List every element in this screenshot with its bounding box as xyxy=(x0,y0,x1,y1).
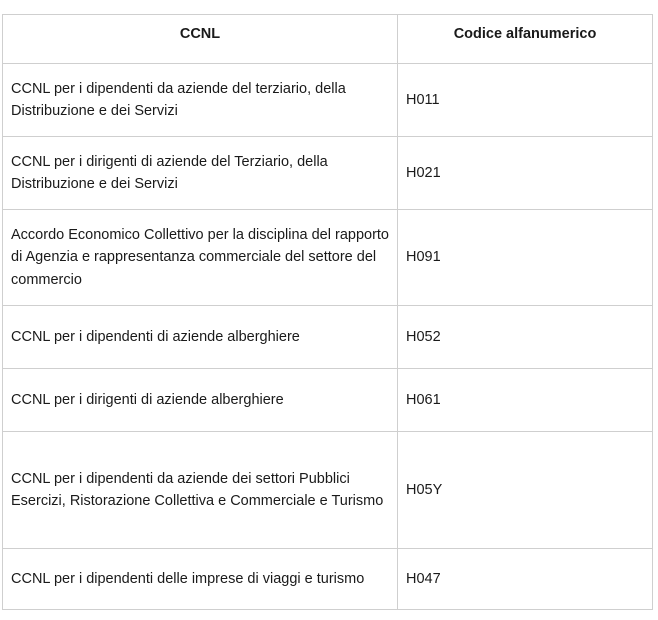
ccnl-cell: CCNL per i dipendenti da aziende del terziario, della Distribuzione e dei Servizi xyxy=(3,64,398,137)
code-cell: H047 xyxy=(398,549,653,610)
ccnl-cell: CCNL per i dipendenti da aziende dei settori Pubblici Esercizi, Ristorazione Collettiva e Commerciale e Turismo xyxy=(3,432,398,549)
column-header-code: Codice alfanumerico xyxy=(398,15,653,64)
table-row xyxy=(3,432,653,549)
code-cell: H05Y xyxy=(398,432,653,549)
column-header-ccnl: CCNL xyxy=(3,15,398,64)
table-row xyxy=(3,64,653,137)
code-cell: H011 xyxy=(398,64,653,137)
table-row xyxy=(3,137,653,210)
code-cell: H052 xyxy=(398,306,653,369)
ccnl-cell: CCNL per i dirigenti di aziende del Terziario, della Distribuzione e dei Servizi xyxy=(3,137,398,210)
table-row xyxy=(3,369,653,432)
code-cell: H061 xyxy=(398,369,653,432)
table-row xyxy=(3,549,653,610)
code-cell: H021 xyxy=(398,137,653,210)
table-row xyxy=(3,306,653,369)
ccnl-cell: CCNL per i dipendenti di aziende alberghiere xyxy=(3,306,398,369)
table-row xyxy=(3,210,653,306)
ccnl-cell: Accordo Economico Collettivo per la disciplina del rapporto di Agenzia e rappresentanza commerciale del settore del commercio xyxy=(3,210,398,306)
ccnl-cell: CCNL per i dirigenti di aziende alberghiere xyxy=(3,369,398,432)
ccnl-table xyxy=(2,14,653,610)
table-header-row xyxy=(3,15,653,64)
code-cell: H091 xyxy=(398,210,653,306)
ccnl-cell: CCNL per i dipendenti delle imprese di viaggi e turismo xyxy=(3,549,398,610)
